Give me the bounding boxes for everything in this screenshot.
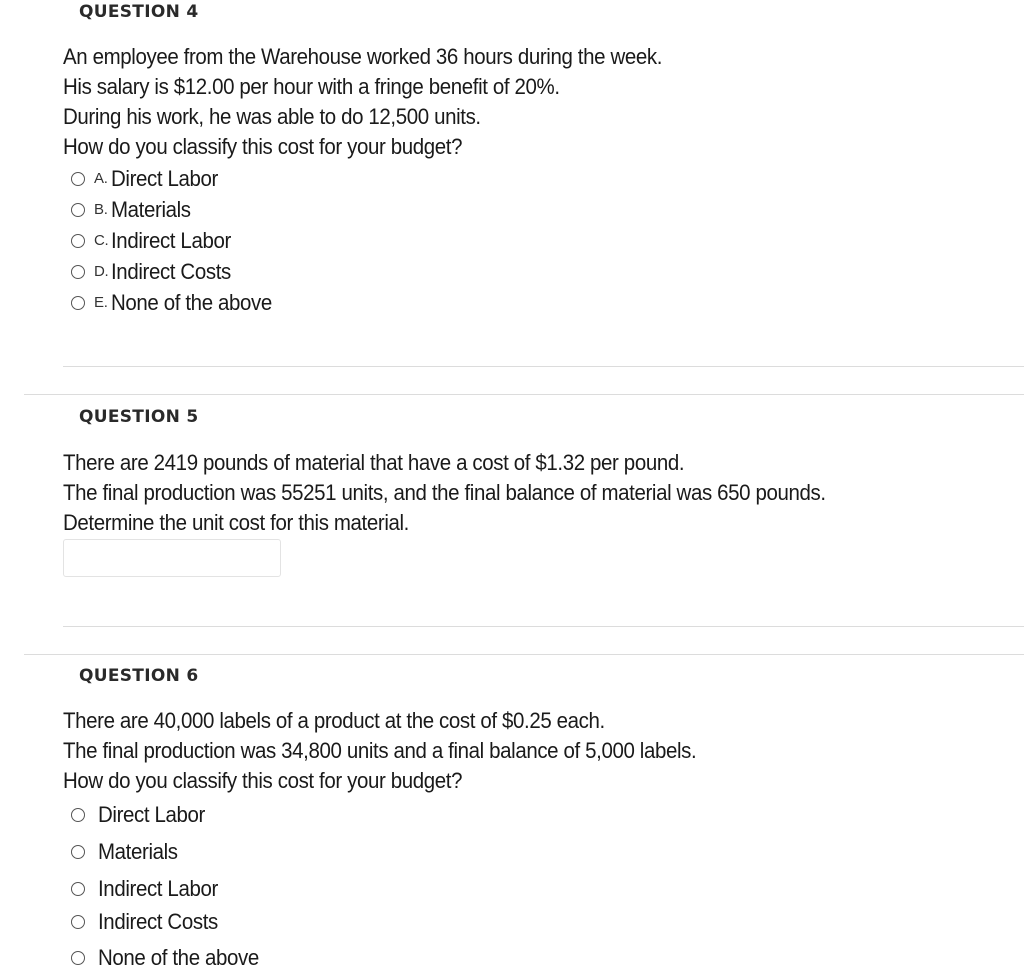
choice-letter: B.	[94, 201, 108, 218]
choice-materials[interactable]	[71, 194, 284, 225]
choice-indirect-costs[interactable]	[71, 906, 271, 938]
question-5-prompt	[63, 448, 826, 538]
answer-input[interactable]	[63, 539, 281, 577]
choice-label: Indirect Costs	[98, 909, 218, 934]
choice-indirect-labor[interactable]	[71, 225, 284, 256]
choice-none-of-the-above[interactable]	[71, 287, 284, 318]
radio-button[interactable]	[71, 234, 85, 248]
question-4-header: QUESTION 4	[79, 2, 199, 22]
choice-letter: A.	[94, 170, 108, 187]
choice-label: None of the above	[98, 945, 259, 970]
choice-label: Direct Labor	[98, 802, 205, 827]
choice-direct-labor[interactable]	[71, 798, 271, 832]
choice-indirect-labor[interactable]	[71, 872, 271, 906]
radio-button[interactable]	[71, 265, 85, 279]
radio-button[interactable]	[71, 172, 85, 186]
choice-label: Indirect Costs	[111, 258, 232, 284]
choice-label: Indirect Labor	[111, 227, 232, 253]
question-separator	[24, 394, 1024, 395]
question-4-prompt	[63, 42, 662, 162]
question-divider	[63, 626, 1024, 627]
choice-letter: C.	[94, 232, 109, 249]
radio-button[interactable]	[71, 882, 85, 896]
prompt-line: Determine the unit cost for this material.	[63, 510, 409, 535]
prompt-line: His salary is $12.00 per hour with a fringe benefit of 20%.	[63, 74, 560, 99]
question-6-choices	[71, 798, 271, 978]
choice-letter: E.	[94, 294, 108, 311]
question-6-header: QUESTION 6	[79, 666, 199, 686]
choice-none-of-the-above[interactable]	[71, 938, 271, 978]
prompt-line: The final production was 55251 units, and the final balance of material was 650 pounds.	[63, 480, 826, 505]
choice-letter: D.	[94, 263, 109, 280]
choice-materials[interactable]	[71, 832, 271, 872]
radio-button[interactable]	[71, 296, 85, 310]
question-5-header: QUESTION 5	[79, 407, 199, 427]
choice-label: Indirect Labor	[98, 876, 218, 901]
radio-button[interactable]	[71, 808, 85, 822]
choice-label: Materials	[110, 196, 191, 222]
radio-button[interactable]	[71, 203, 85, 217]
choice-label: None of the above	[110, 289, 272, 315]
radio-button[interactable]	[71, 915, 85, 929]
choice-label: Direct Labor	[110, 165, 218, 191]
choice-direct-labor[interactable]	[71, 163, 284, 194]
question-divider	[63, 366, 1024, 367]
choice-label: Materials	[98, 839, 178, 864]
prompt-line: How do you classify this cost for your budget?	[63, 134, 463, 159]
prompt-line: There are 40,000 labels of a product at the cost of $0.25 each.	[63, 708, 605, 733]
question-separator	[24, 654, 1024, 655]
radio-button[interactable]	[71, 951, 85, 965]
prompt-line: During his work, he was able to do 12,500 units.	[63, 104, 481, 129]
radio-button[interactable]	[71, 845, 85, 859]
prompt-line: The final production was 34,800 units and a final balance of 5,000 labels.	[63, 738, 697, 763]
prompt-line: An employee from the Warehouse worked 36 hours during the week.	[63, 44, 663, 69]
prompt-line: How do you classify this cost for your budget?	[63, 768, 463, 793]
question-6-prompt	[63, 706, 696, 796]
question-4-choices	[71, 163, 284, 318]
prompt-line: There are 2419 pounds of material that have a cost of $1.32 per pound.	[63, 450, 685, 475]
choice-indirect-costs[interactable]	[71, 256, 284, 287]
